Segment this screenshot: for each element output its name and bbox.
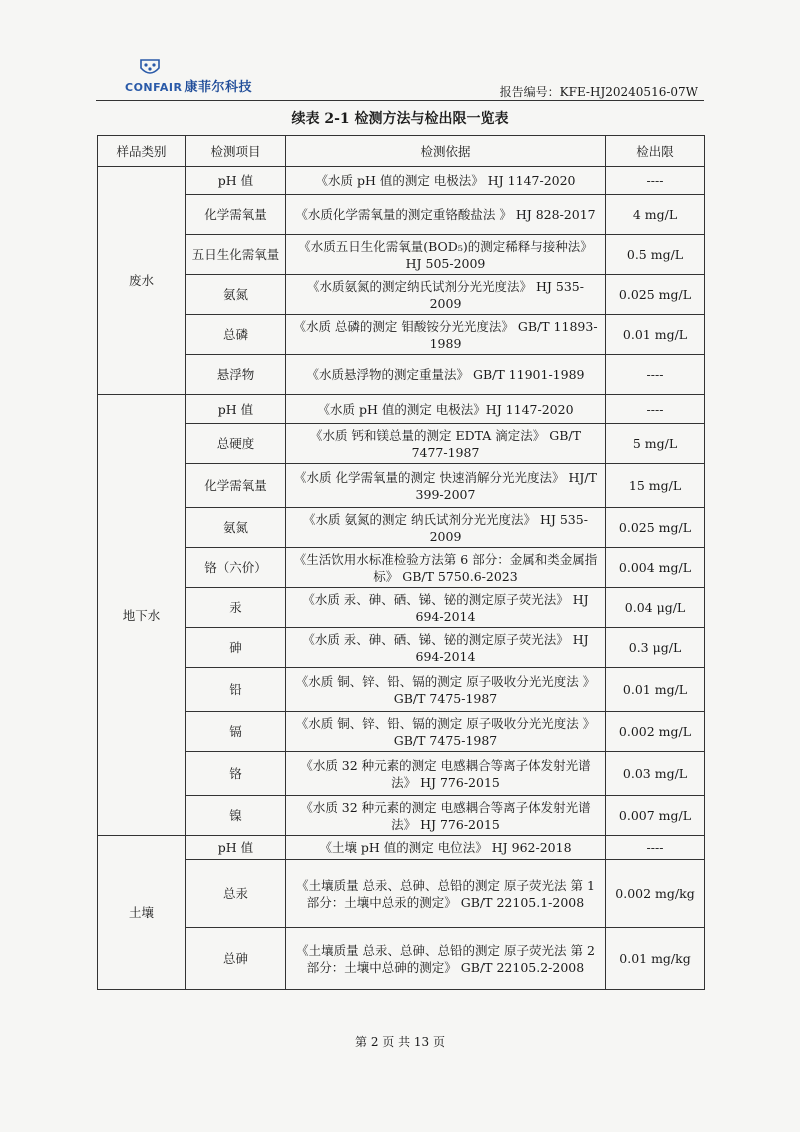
- test-item-cell: 铬: [186, 752, 286, 796]
- test-basis-cell: 《水质 化学需氧量的测定 快速消解分光光度法》 HJ/T 399-2007: [286, 464, 606, 508]
- report-number-label: 报告编号：: [499, 85, 560, 99]
- page-number: 第 2 页 共 13 页: [355, 1035, 445, 1049]
- test-basis-cell: 《水质 铜、锌、铅、镉的测定 原子吸收分光光度法 》 GB/T 7475-1987: [286, 668, 606, 712]
- table-row: [98, 928, 705, 990]
- sample-category-cell: 地下水: [98, 395, 186, 836]
- test-item-cell: 化学需氧量: [186, 195, 286, 235]
- test-item-cell: pH 值: [186, 395, 286, 424]
- detection-limit-cell: 0.025 mg/L: [606, 508, 705, 548]
- detection-limit-cell: 0.01 mg/L: [606, 668, 705, 712]
- column-header: 检出限: [606, 136, 705, 167]
- test-item-cell: 总砷: [186, 928, 286, 990]
- test-basis-cell: 《水质氨氮的测定纳氏试剂分光光度法》 HJ 535-2009: [286, 275, 606, 315]
- report-number: [500, 83, 698, 100]
- table-row: [98, 464, 705, 508]
- test-item-cell: 悬浮物: [186, 355, 286, 395]
- test-basis-cell: 《水质 pH 值的测定 电极法》HJ 1147-2020: [286, 395, 606, 424]
- test-item-cell: pH 值: [186, 167, 286, 195]
- test-item-cell: 砷: [186, 628, 286, 668]
- detection-limit-cell: ----: [606, 395, 705, 424]
- table-row: [98, 235, 705, 275]
- test-item-cell: 镍: [186, 796, 286, 836]
- detection-limit-cell: 0.5 mg/L: [606, 235, 705, 275]
- table-row: [98, 548, 705, 588]
- test-basis-cell: 《水质 总磷的测定 钼酸铵分光光度法》 GB/T 11893-1989: [286, 315, 606, 355]
- detection-limit-cell: 5 mg/L: [606, 424, 705, 464]
- test-basis-cell: 《水质 钙和镁总量的测定 EDTA 滴定法》 GB/T 7477-1987: [286, 424, 606, 464]
- test-item-cell: pH 值: [186, 836, 286, 860]
- table-row: [98, 167, 705, 195]
- table-row: [98, 508, 705, 548]
- test-basis-cell: 《土壤质量 总汞、总砷、总铅的测定 原子荧光法 第 1 部分：土壤中总汞的测定》 GB/T 22105.1-2008: [286, 860, 606, 928]
- detection-limit-cell: ----: [606, 355, 705, 395]
- test-item-cell: 五日生化需氧量: [186, 235, 286, 275]
- test-basis-cell: 《水质 pH 值的测定 电极法》 HJ 1147-2020: [286, 167, 606, 195]
- table-row: [98, 588, 705, 628]
- column-header: 检测依据: [286, 136, 606, 167]
- table-row: [98, 836, 705, 860]
- brand-en: CONFAIR: [125, 81, 183, 94]
- test-basis-cell: 《生活饮用水标准检验方法第 6 部分：金属和类金属指标》 GB/T 5750.6-2023: [286, 548, 606, 588]
- test-basis-cell: 《水质 铜、锌、铅、镉的测定 原子吸收分光光度法 》 GB/T 7475-1987: [286, 712, 606, 752]
- test-item-cell: 总磷: [186, 315, 286, 355]
- detection-limit-cell: 0.007 mg/L: [606, 796, 705, 836]
- table-title: 续表 2-1 检测方法与检出限一览表: [291, 111, 509, 127]
- table-row: [98, 752, 705, 796]
- table-header-row: [98, 136, 705, 167]
- table-row: [98, 860, 705, 928]
- detection-limit-cell: ----: [606, 167, 705, 195]
- test-basis-cell: 《水质 汞、砷、硒、锑、铋的测定原子荧光法》 HJ 694-2014: [286, 628, 606, 668]
- detection-limit-cell: 4 mg/L: [606, 195, 705, 235]
- detection-limit-cell: ----: [606, 836, 705, 860]
- detection-limit-cell: 0.04 μg/L: [606, 588, 705, 628]
- test-item-cell: 铬（六价）: [186, 548, 286, 588]
- test-item-cell: 铅: [186, 668, 286, 712]
- test-basis-cell: 《水质五日生化需氧量(BOD₅)的测定稀释与接种法》 HJ 505-2009: [286, 235, 606, 275]
- header-divider: [96, 100, 704, 101]
- detection-limit-cell: 0.025 mg/L: [606, 275, 705, 315]
- column-header: 检测项目: [186, 136, 286, 167]
- test-item-cell: 氨氮: [186, 275, 286, 315]
- test-basis-cell: 《水质化学需氧量的测定重铬酸盐法 》 HJ 828-2017: [286, 195, 606, 235]
- table-row: [98, 315, 705, 355]
- table-row: [98, 424, 705, 464]
- detection-limit-cell: 0.004 mg/L: [606, 548, 705, 588]
- test-item-cell: 汞: [186, 588, 286, 628]
- test-item-cell: 化学需氧量: [186, 464, 286, 508]
- table-row: [98, 796, 705, 836]
- sample-category-cell: 土壤: [98, 836, 186, 990]
- detection-limit-cell: 0.002 mg/kg: [606, 860, 705, 928]
- detection-limit-cell: 0.002 mg/L: [606, 712, 705, 752]
- test-item-cell: 氨氮: [186, 508, 286, 548]
- methods-table: [97, 135, 705, 990]
- table-row: [98, 195, 705, 235]
- detection-limit-cell: 0.3 μg/L: [606, 628, 705, 668]
- table-row: [98, 668, 705, 712]
- detection-limit-cell: 0.03 mg/L: [606, 752, 705, 796]
- test-basis-cell: 《水质 32 种元素的测定 电感耦合等离子体发射光谱法》 HJ 776-2015: [286, 752, 606, 796]
- table-row: [98, 355, 705, 395]
- table-row: [98, 712, 705, 752]
- company-logo: [125, 58, 285, 94]
- table-row: [98, 275, 705, 315]
- report-number-value: KFE-HJ20240516-07W: [559, 85, 698, 99]
- test-basis-cell: 《水质 氨氮的测定 纳氏试剂分光光度法》 HJ 535-2009: [286, 508, 606, 548]
- test-basis-cell: 《水质悬浮物的测定重量法》 GB/T 11901-1989: [286, 355, 606, 395]
- sample-category-cell: 废水: [98, 167, 186, 395]
- test-basis-cell: 《土壤质量 总汞、总砷、总铅的测定 原子荧光法 第 2 部分：土壤中总砷的测定》 GB/T 22105.2-2008: [286, 928, 606, 990]
- detection-limit-cell: 0.01 mg/L: [606, 315, 705, 355]
- table-body: [98, 167, 705, 990]
- confair-logo-icon: [139, 58, 161, 78]
- test-item-cell: 镉: [186, 712, 286, 752]
- detection-limit-cell: 15 mg/L: [606, 464, 705, 508]
- table-row: [98, 395, 705, 424]
- brand-cn: 康菲尔科技: [184, 80, 252, 95]
- test-basis-cell: 《土壤 pH 值的测定 电位法》 HJ 962-2018: [286, 836, 606, 860]
- test-basis-cell: 《水质 32 种元素的测定 电感耦合等离子体发射光谱法》 HJ 776-2015: [286, 796, 606, 836]
- column-header: 样品类别: [98, 136, 186, 167]
- test-item-cell: 总硬度: [186, 424, 286, 464]
- test-item-cell: 总汞: [186, 860, 286, 928]
- test-basis-cell: 《水质 汞、砷、硒、锑、铋的测定原子荧光法》 HJ 694-2014: [286, 588, 606, 628]
- detection-limit-cell: 0.01 mg/kg: [606, 928, 705, 990]
- table-row: [98, 628, 705, 668]
